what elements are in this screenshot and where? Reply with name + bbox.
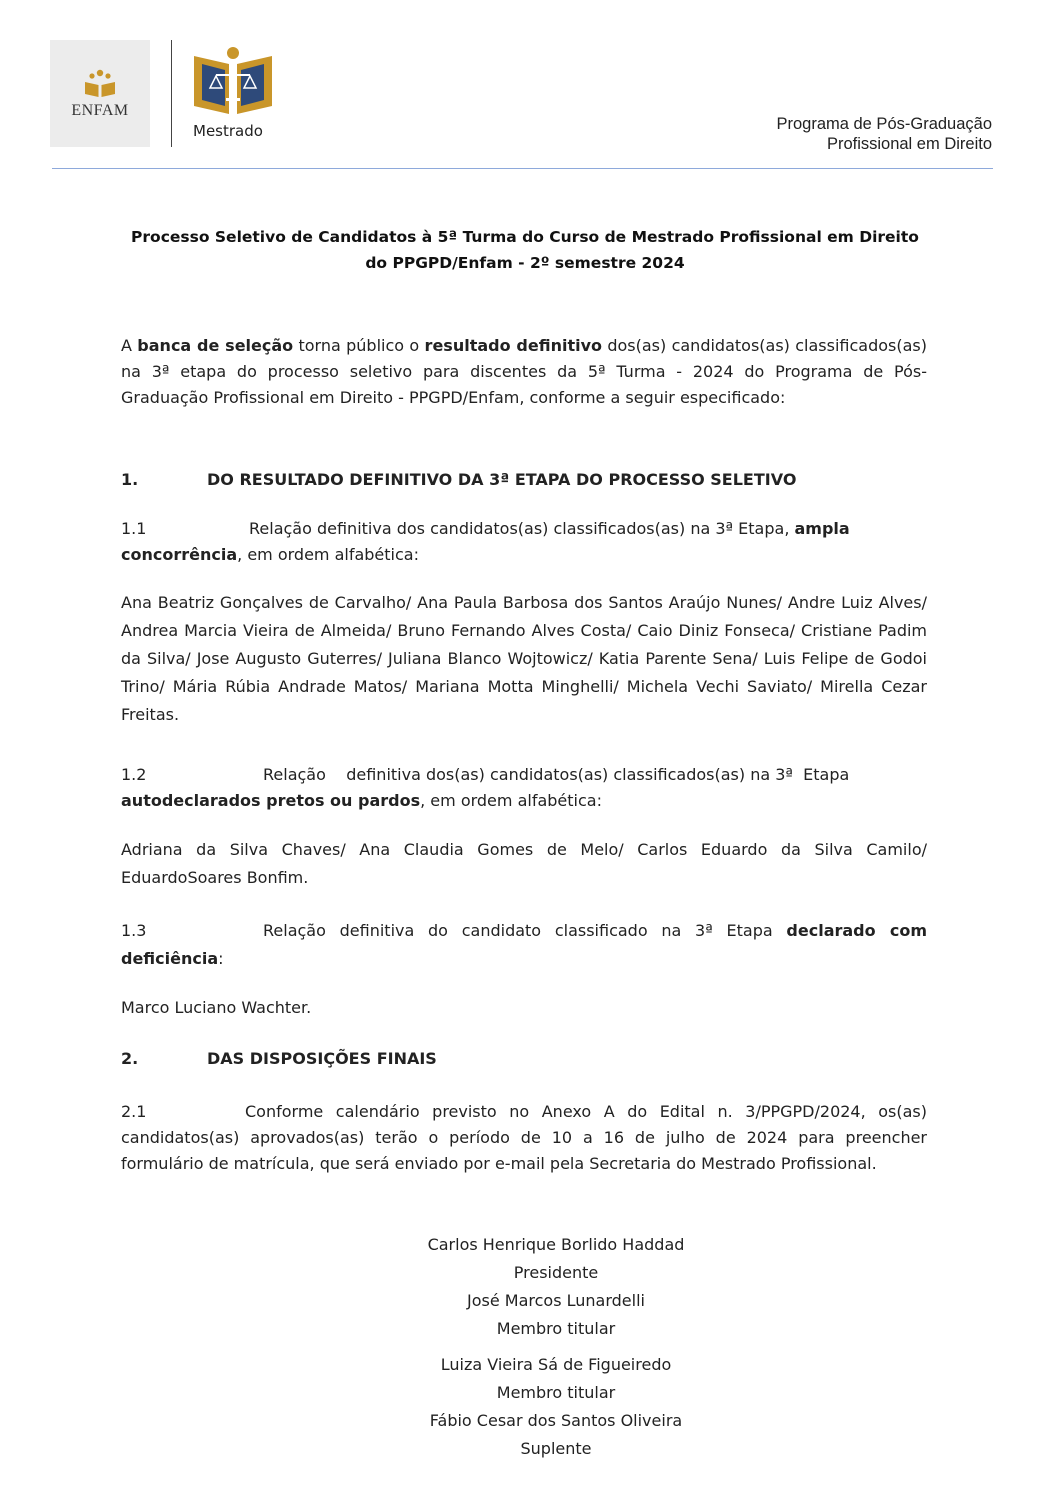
intro-bold-2: resultado definitivo	[424, 336, 602, 355]
item-1-2-names: Adriana da Silva Chaves/ Ana Claudia Gomes de Melo/ Carlos Eduardo da Silva Camilo/ EduardoSoares Bonfim.	[121, 840, 927, 887]
item-1-3-text: Relação definitiva do candidato classificado na 3ª Etapa	[263, 921, 787, 940]
logo-divider	[171, 40, 172, 147]
signature-role: Membro titular	[496, 1319, 616, 1338]
intro-text-2: torna público o	[293, 336, 425, 355]
signature-role: Suplente	[520, 1439, 592, 1458]
item-1-1-bold: ampla concorrência	[121, 519, 850, 564]
item-1-1	[121, 516, 927, 568]
item-1-2-text: Relação definitiva dos(as) candidatos(as) classificados(as) na 3ª Etapa	[263, 765, 850, 784]
item-1-3-names: Marco Luciano Wachter.	[121, 998, 312, 1017]
item-2-1-text: Conforme calendário previsto no Anexo A do Edital n. 3/PPGPD/2024, os(as) candidatos(as) aprovados(as) terão o período de 10 a 16 de julho de 2024 para preencher formulário de matrícula, que será enviado por e-mail pela Secretaria do Mestrado Profissional.	[121, 1102, 927, 1173]
intro-text-1: A	[121, 336, 138, 355]
item-1-2-bold: autodeclarados pretos ou pardos	[121, 791, 421, 810]
title-line-2: do PPGPD/Enfam - 2º semestre 2024	[365, 254, 685, 272]
mestrado-label: Mestrado	[193, 122, 263, 140]
item-1-3	[121, 917, 927, 973]
section-1-number: 1.	[121, 470, 139, 489]
section-2-title: DAS DISPOSIÇÕES FINAIS	[207, 1049, 437, 1068]
enfam-logo-text: ENFAM	[71, 102, 129, 119]
item-1-1-names: Ana Beatriz Gonçalves de Carvalho/ Ana Paula Barbosa dos Santos Araújo Nunes/ Andre Luiz Alves/ Andrea Marcia Vieira de Almeida/ Bruno Fernando Alves Costa/ Caio Diniz Fonseca/ Cristiane Padim da Silva/ Jose Augusto Guterres/ Juliana Blanco Wojtowicz/ Katia Parente Sena/ Luis Felipe de Godoi Trino/ Mária Rúbia Andrade Matos/ Mariana Motta Minghelli/ Michela Vechi Saviato/ Mirella Cezar Freitas.	[121, 593, 927, 724]
program-line-2: Profissional em Direito	[826, 135, 992, 153]
item-1-1-tail: , em ordem alfabética:	[237, 545, 419, 564]
section-2-heading	[121, 1049, 927, 1068]
item-1-1-number: 1.1	[121, 519, 147, 538]
signature-name: Carlos Henrique Borlido Haddad	[427, 1235, 685, 1254]
page-title	[110, 224, 940, 276]
signature-name: Luiza Vieira Sá de Figueiredo	[440, 1355, 672, 1374]
signature-block-2	[356, 1351, 756, 1463]
signature-block-1	[356, 1231, 756, 1343]
item-2-1	[121, 1099, 927, 1177]
section-2-number: 2.	[121, 1049, 139, 1068]
item-1-3-tail: :	[218, 949, 224, 968]
section-1-title: DO RESULTADO DEFINITIVO DA 3ª ETAPA DO PROCESSO SELETIVO	[207, 470, 797, 489]
item-1-2	[121, 762, 927, 814]
intro-text-3: dos(as) candidatos(as) classificados(as) na 3ª etapa do processo seletivo para discentes da 5ª Turma - 2024 do Programa de Pós- Graduação Profissional em Direito - PPGPD/Enfam, conforme a seguir especificado:	[121, 336, 928, 407]
intro-bold-1: banca de seleção	[137, 336, 294, 355]
signature-name: José Marcos Lunardelli	[467, 1291, 645, 1310]
title-line-1: Processo Seletivo de Candidatos à 5ª Turma do Curso de Mestrado Profissional em Direito	[131, 228, 919, 246]
intro-paragraph	[121, 333, 927, 411]
program-line-1: Programa de Pós-Graduação	[776, 115, 992, 133]
item-1-3-number: 1.3	[121, 921, 147, 940]
program-header	[776, 114, 992, 154]
item-1-2-tail: , em ordem alfabética:	[420, 791, 602, 810]
book-people-icon	[83, 68, 117, 98]
item-1-2-number: 1.2	[121, 765, 147, 784]
header-divider	[52, 168, 993, 169]
enfam-logo	[50, 40, 150, 147]
item-1-3-bold: declarado com deficiência	[121, 921, 928, 968]
item-1-1-text: Relação definitiva dos candidatos(as) classificados(as) na 3ª Etapa,	[249, 519, 795, 538]
signature-role: Membro titular	[496, 1383, 616, 1402]
signature-role: Presidente	[513, 1263, 599, 1282]
mestrado-book-scales-icon	[192, 44, 274, 120]
signature-name: Fábio Cesar dos Santos Oliveira	[429, 1411, 683, 1430]
item-2-1-number: 2.1	[121, 1102, 147, 1121]
section-1-heading	[121, 470, 927, 489]
